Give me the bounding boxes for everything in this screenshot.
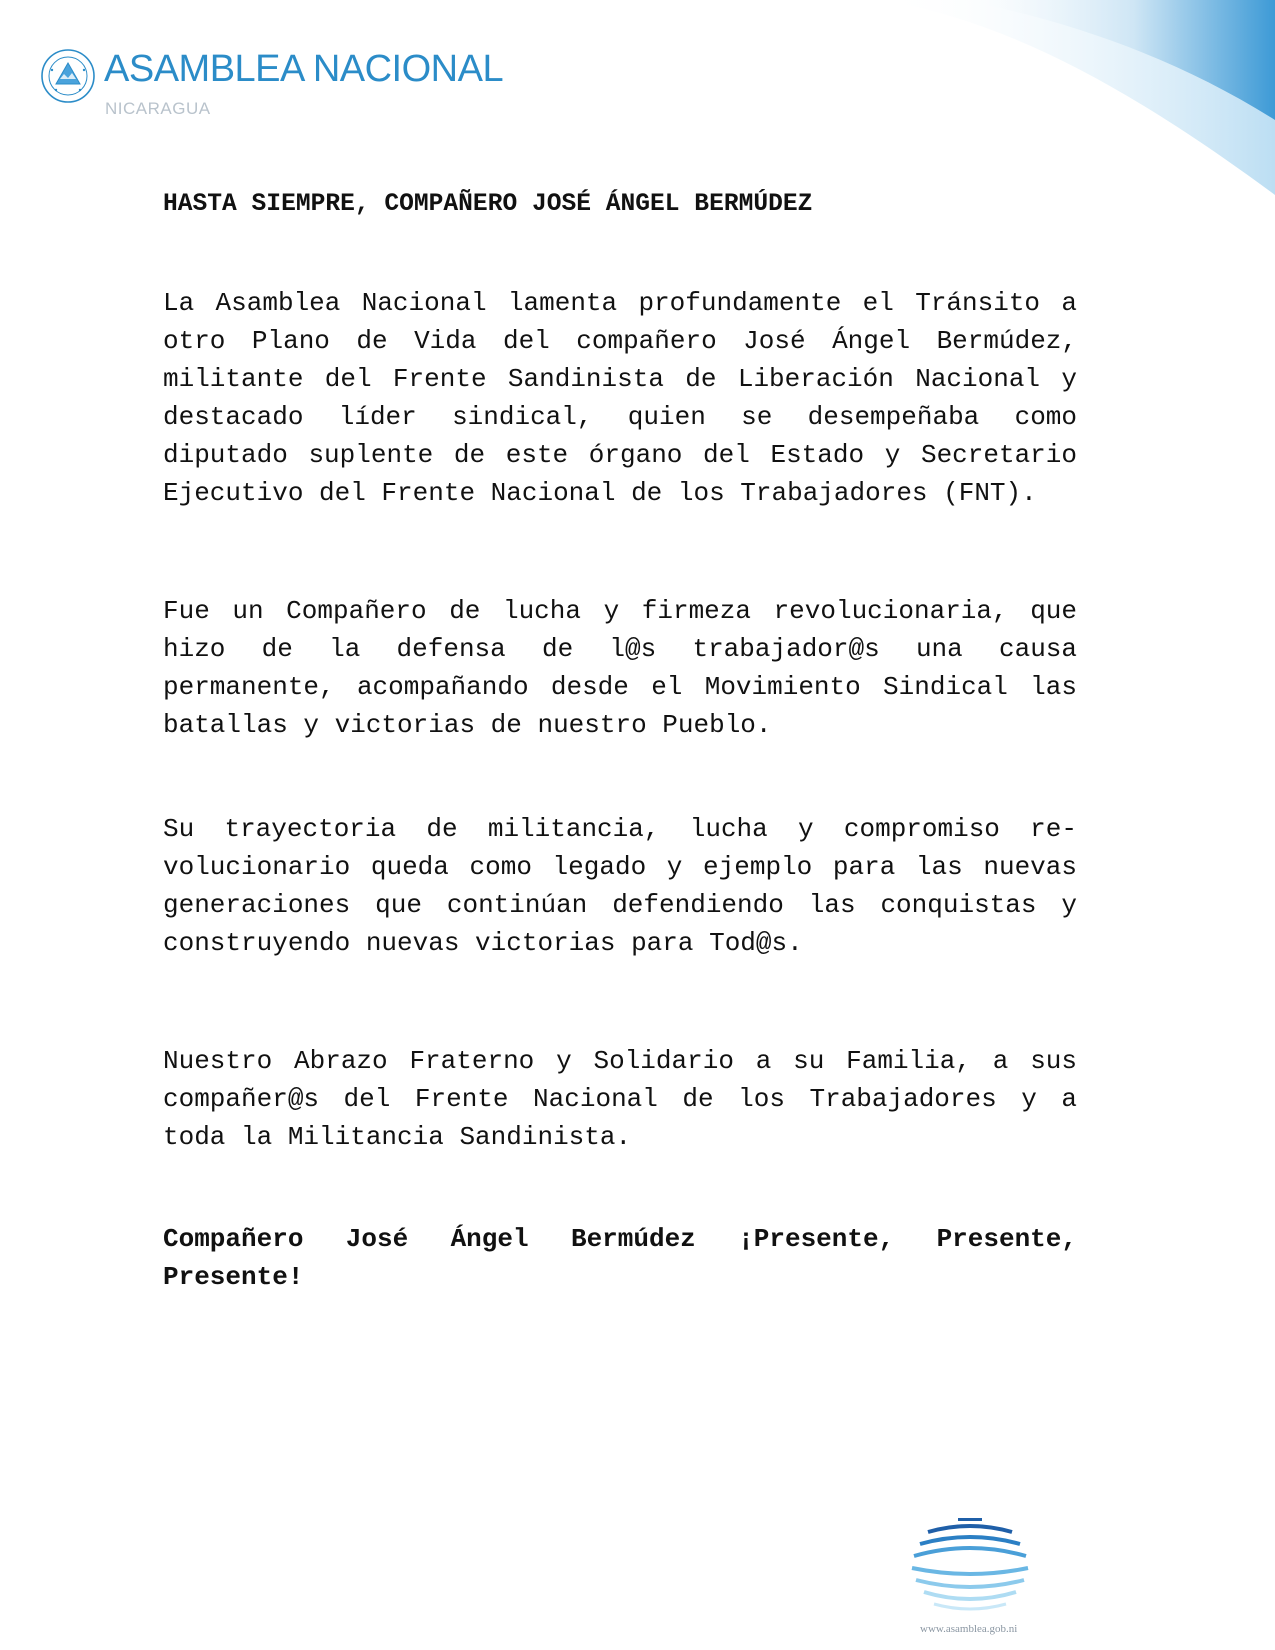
assembly-hemicycle-logo: [900, 1516, 1040, 1616]
paragraph-1: La Asamblea Nacional lamenta profundamente el Tránsito a otro Plano de Vida del compañero José Ángel Bermúdez, militante del Frente Sandinista de Liberación Nacional y destacado líder sindical, quien se desempeñaba como diputado suplente de este órgano del Estado y Secretario Ejecutivo del Frente Nacional de los Trabajadores (FNT).: [163, 288, 1077, 508]
closing-statement: Compañero José Ángel Bermúdez ¡Presente, Presente, Presente!: [163, 1224, 1077, 1292]
org-name: ASAMBLEA NACIONAL: [104, 48, 504, 90]
document-body: [163, 186, 1077, 1296]
paragraph-3: Su trayectoria de militancia, lucha y compromiso revolucionario queda como legado y ejemplo para las nuevas generaciones que continúan defendiendo las conquistas y construyendo nuevas victorias para Tod@s.: [163, 814, 1077, 958]
org-country: NICARAGUA: [105, 99, 211, 118]
paragraph-4: Nuestro Abrazo Fraterno y Solidario a su Familia, a sus compañer@s del Frente Nacional de los Trabajadores y a toda la Militancia Sandinista.: [163, 1046, 1077, 1152]
national-seal-icon: [40, 48, 96, 104]
website-url: www.asamblea.gob.ni: [920, 1623, 1018, 1635]
document-title: HASTA SIEMPRE, COMPAÑERO JOSÉ ÁNGEL BERMÚDEZ: [163, 191, 813, 218]
paragraph-2: Fue un Compañero de lucha y firmeza revolucionaria, que hizo de la defensa de l@s trabajador@s una causa permanente, acompañando desde el Movimiento Sindical las batallas y victorias de nuestro Pueblo.: [163, 596, 1077, 740]
